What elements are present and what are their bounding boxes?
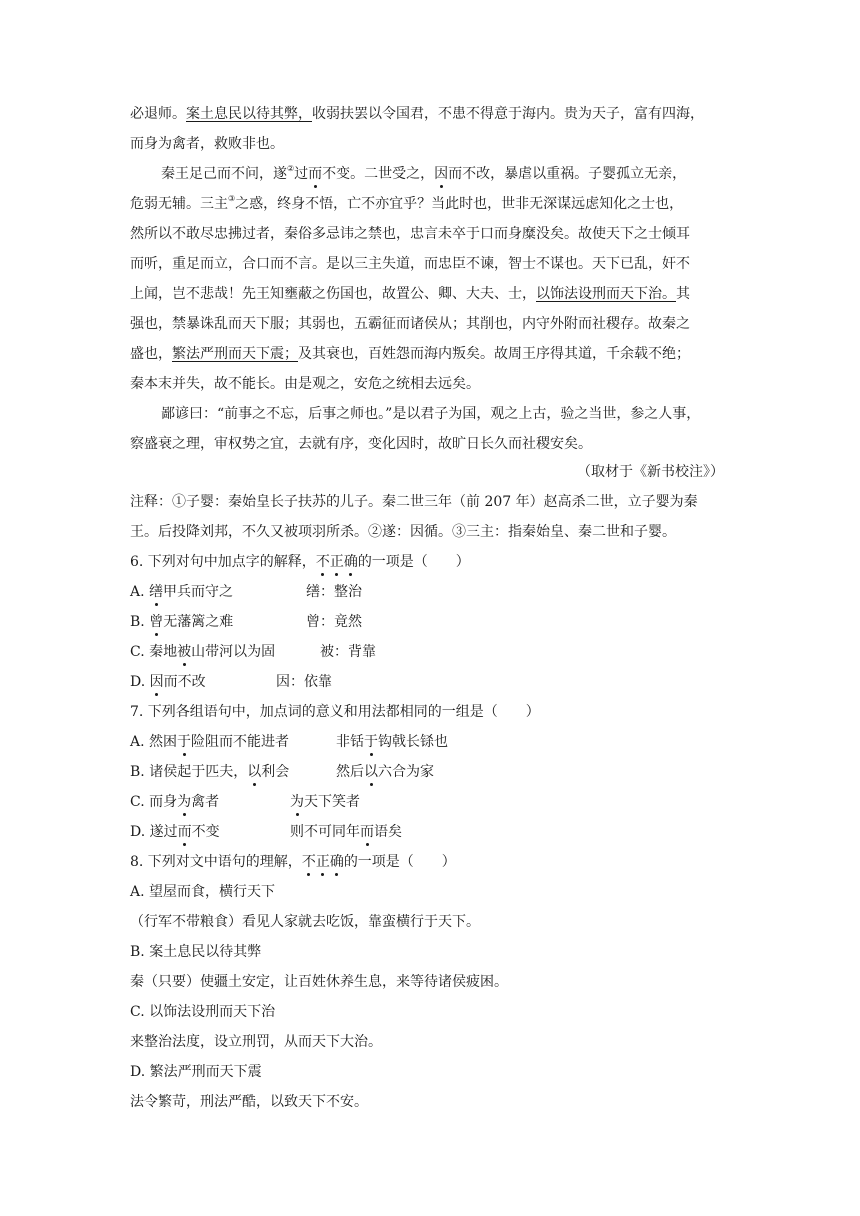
source-citation: （取材于《新书校注》） [577, 464, 724, 480]
text: 6. 下列对句中加点字的解释， [130, 554, 316, 570]
question-7-stem: 7. 下列各组语句中，加点词的意义和用法都相同的一组是（ ） [130, 704, 540, 720]
text: 则不可同年 [290, 824, 360, 840]
text: 其 [676, 286, 690, 302]
text: 秦本末并失，故不能长。由是观之，安危之统相去远矣。 [130, 376, 480, 392]
passage-line [130, 134, 284, 154]
text: 而身为禽者，救败非也。 [130, 136, 284, 152]
underlined-sentence: 繁法严刑而天下震； [172, 346, 298, 362]
option-label: A. [130, 734, 145, 750]
question-6-option-c [130, 642, 376, 662]
text: 8. 下列对文中语句的理解， [130, 854, 302, 870]
question-7-option-c [130, 792, 360, 812]
dotted-char: 确 [343, 554, 358, 570]
text: 秦王足己而不问，遂 [161, 166, 287, 182]
footnote-mark: ③ [228, 194, 236, 203]
option-explanation: 因：依靠 [276, 674, 332, 690]
text: 秦地 [149, 644, 178, 660]
text: 然后 [336, 764, 364, 780]
text: 收弱扶罢以令国君，不患不得意于海内。贵为天子，富有四海， [312, 106, 704, 122]
text: 危弱无辅。三主 [130, 196, 228, 212]
option-label: C. [130, 794, 145, 810]
text: 语矣 [374, 824, 402, 840]
text: 鄙谚曰：“前事之不忘，后事之师也。”是以君子为国，观之上古，验之当世，参之人事， [161, 406, 701, 422]
text: 山带河以为固 [191, 644, 276, 660]
text: 而不改 [163, 674, 206, 690]
option-explanation: 曾：竟然 [306, 614, 362, 630]
question-6-option-b [130, 612, 362, 632]
text: 诸侯起于匹夫， [149, 764, 248, 780]
dotted-char: 因 [434, 166, 449, 182]
text: 的一项是（ ） [357, 554, 470, 570]
text: 而听，重足而立，合口而不言。是以三主失道，而忠臣不谏，智士不谋也。天下已乱，奸不 [130, 256, 690, 272]
notes-line: 注释：①子婴：秦始皇长子扶苏的儿子。秦二世三年（前 207 年）赵高杀二世，立子婴为秦 [130, 494, 698, 510]
passage-paragraph-start [161, 164, 686, 184]
option-label: B. [130, 614, 145, 630]
underlined-sentence: 以饰法设刑而天下治。 [536, 286, 676, 302]
passage-line [130, 254, 690, 274]
passage-line [130, 344, 690, 364]
question-8-option-c-text: 来整治法度，设立刑罚，从而天下大治。 [130, 1034, 382, 1050]
dotted-char: 而 [360, 824, 374, 840]
text: 遂过 [149, 824, 178, 840]
text: 钩戟长铩也 [378, 734, 448, 750]
dotted-char: 而 [177, 824, 192, 840]
question-8-option-b-label: B. 案土息民以待其弊 [130, 944, 262, 960]
text: 而不改，暴虐以重祸。子婴孤立无亲， [448, 166, 687, 182]
text: 上闻，岂不悲哉！先王知壅蔽之伤国也，故置公、卿、大夫、士， [130, 286, 536, 302]
option-label: C. [130, 644, 145, 660]
passage-line [130, 284, 690, 304]
dotted-char: 不 [315, 554, 330, 570]
text: 然困 [149, 734, 178, 750]
dotted-char: 正 [315, 854, 330, 870]
question-7-option-d [130, 822, 402, 842]
text: 及其衰也，百姓怨而海内叛矣。故周王序得其道，千余载不绝； [298, 346, 690, 362]
dotted-char: 被 [177, 644, 192, 660]
dotted-char: 以 [364, 764, 378, 780]
text: 不变。二世受之， [322, 166, 435, 182]
option-explanation: 缮：整治 [306, 584, 362, 600]
text: 盛也， [130, 346, 172, 362]
question-6-option-a [130, 582, 362, 602]
option-label: B. [130, 764, 145, 780]
text: 无藩篱之难 [163, 614, 234, 630]
passage-line [130, 194, 683, 214]
question-8-option-a-text: （行军不带粮食）看见人家就去吃饭，靠蛮横行于天下。 [130, 914, 480, 930]
option-label: D. [130, 674, 146, 690]
text: 险阻而不能进者 [191, 734, 290, 750]
passage-line [130, 104, 704, 124]
text: 禽者 [191, 794, 220, 810]
text: 不变 [191, 824, 220, 840]
question-8-option-c-label: C. 以饰法设刑而天下治 [130, 1004, 276, 1020]
text: 察盛衰之理，审权势之宜，去就有序，变化因时，故旷日长久而社稷安矣。 [130, 436, 592, 452]
dotted-char: 缮 [149, 584, 164, 600]
text: 必退师。 [130, 106, 186, 122]
underlined-sentence: 案土息民以待其弊， [186, 106, 312, 122]
dotted-char: 确 [329, 854, 344, 870]
passage-line [130, 374, 480, 394]
question-7-option-a [130, 732, 448, 752]
text: 非铦 [336, 734, 364, 750]
text: 的一项是（ ） [343, 854, 456, 870]
text: 而身 [149, 794, 178, 810]
text: 六合为家 [378, 764, 434, 780]
dotted-char: 因 [149, 674, 164, 690]
option-label: D. [130, 824, 146, 840]
option-label: A. [130, 584, 145, 600]
text: 然所以不敢尽忠拂过者，秦俗多忌讳之禁也，忠言未卒于口而身糜没矣。故使天下之士倾耳 [130, 226, 690, 242]
text: 天下笑者 [304, 794, 360, 810]
dotted-char: 以 [247, 764, 262, 780]
dotted-char: 正 [329, 554, 344, 570]
text: 之惑，终身不悟，亡不亦宜乎？当此时也，世非无深谋远虑知化之士也， [235, 196, 684, 212]
question-6-stem [130, 552, 470, 572]
question-7-option-b [130, 762, 434, 782]
question-6-option-d [130, 672, 332, 692]
notes-line: 王。后投降刘邦，不久又被项羽所杀。②遂：因循。③三主：指秦始皇、秦二世和子婴。 [130, 524, 676, 540]
question-8-option-a-label: A. 望屋而食，横行天下 [130, 884, 276, 900]
option-explanation: 被：背靠 [320, 644, 376, 660]
dotted-char: 为 [290, 794, 304, 810]
dotted-char: 于 [364, 734, 378, 750]
question-8-option-d-label: D. 繁法严刑而天下震 [130, 1064, 262, 1080]
passage-line [130, 434, 592, 454]
dotted-char: 不 [301, 854, 316, 870]
footnote-mark: ② [287, 164, 295, 173]
passage-paragraph-start [161, 404, 700, 424]
dotted-char: 为 [177, 794, 192, 810]
question-8-option-d-text: 法令繁苛，刑法严酷，以致天下不安。 [130, 1094, 368, 1110]
dotted-char: 曾 [149, 614, 164, 630]
passage-line [130, 314, 690, 334]
text: 利会 [261, 764, 290, 780]
text: 过 [294, 166, 309, 182]
text: 甲兵而守之 [163, 584, 234, 600]
question-8-stem [130, 852, 456, 872]
passage-line [130, 224, 690, 244]
dotted-char: 于 [177, 734, 192, 750]
text: 强也，禁暴诛乱而天下服；其弱也，五霸征而诸侯从；其削也，内守外附而社稷存。故秦之 [130, 316, 690, 332]
dotted-char: 而 [308, 166, 323, 182]
question-8-option-b-text: 秦（只要）使疆土安定，让百姓休养生息，来等待诸侯疲困。 [130, 974, 508, 990]
